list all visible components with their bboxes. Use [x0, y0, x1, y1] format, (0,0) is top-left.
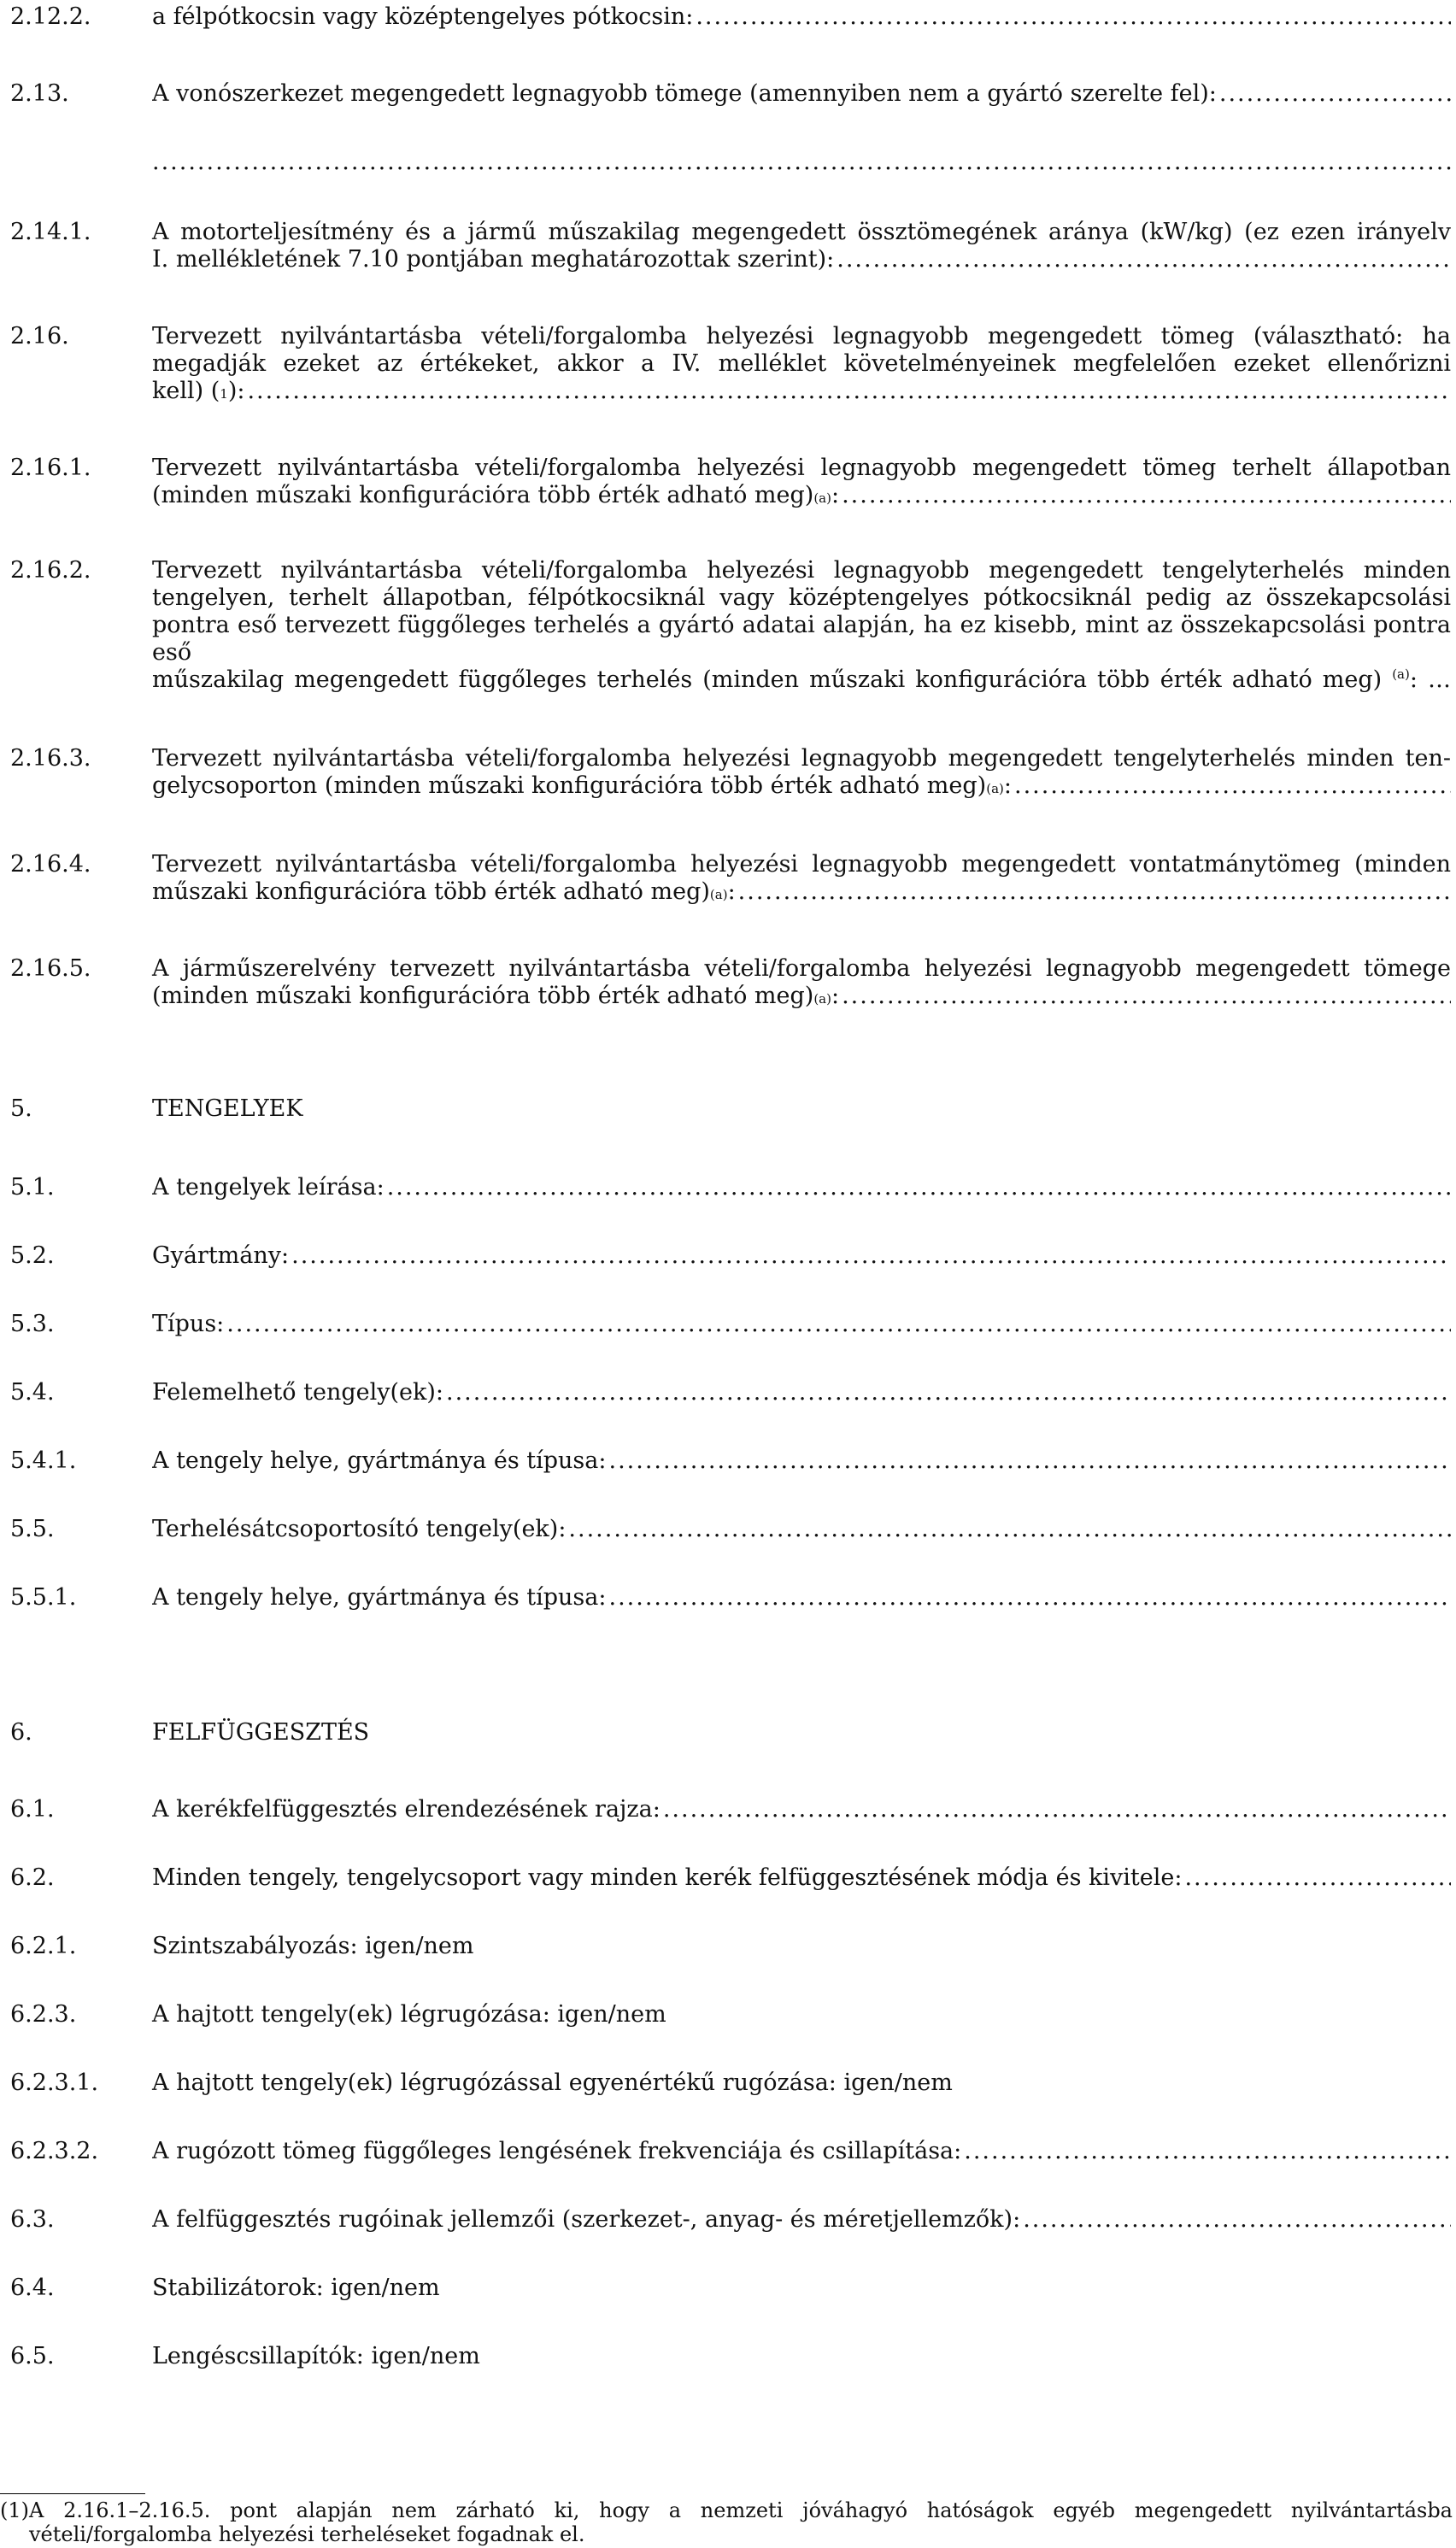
item-2-16-1: 2.16.1. Tervezett nyilvántartásba vételi/forgalomba helyezési legnagyobb megengedett tömeg terhelt állapotban (minden műszaki konfigurációra több érték adható meg) (a) : .....	[10, 455, 1454, 509]
item-text: Terhelésátcsoportosító tengely(ek):	[152, 1516, 567, 1542]
item-5-5-1	[10, 1584, 1454, 1612]
item-tail-end: :	[831, 482, 840, 508]
item-text: A rugózott tömeg függőleges lengésének frekvenciája és csillapítása:	[152, 2138, 962, 2164]
item-6-2-1	[10, 1933, 1454, 1960]
item-text: Felemelhető tengely(ek):	[152, 1379, 443, 1406]
dot-leader	[608, 1447, 1451, 1475]
item-tail: kell) (	[152, 378, 220, 404]
item-lead: Tervezett nyilvántartásba vételi/forgalomba helyezési legnagyobb megengedett tömeg terhelt állapotban	[152, 455, 1451, 481]
dot-leader	[663, 1796, 1451, 1823]
footnote-ref: (a)	[1392, 666, 1410, 682]
item-text: A tengely helye, gyártmánya és típusa:	[152, 1584, 607, 1611]
footnote-divider	[0, 2493, 145, 2494]
item-5-2	[10, 1242, 1454, 1270]
item-text: A tengely helye, gyártmánya és típusa:	[152, 1447, 607, 1474]
dot-leader	[608, 1584, 1451, 1612]
item-tail: I. mellékletének 7.10 pontjában meghatározottak szerint):	[152, 246, 835, 273]
item-lead: Tervezett nyilvántartásba vételi/forgalomba helyezési legnagyobb megengedett tengelyterhelés minden ten-	[152, 745, 1451, 772]
item-2-14-1	[10, 219, 1454, 273]
item-6-2-3-2	[10, 2138, 1454, 2165]
item-number: 5.1.	[10, 1174, 55, 1201]
item-number: 2.14.1.	[10, 219, 91, 245]
item-tail: műszakilag megengedett függőleges terhelés (minden műszaki konfigurációra több érték adható meg)	[152, 666, 1393, 693]
footnote	[0, 2498, 1453, 2546]
dot-leader	[696, 3, 1451, 31]
item-number: 5.5.1.	[10, 1584, 77, 1611]
item-6-4	[10, 2275, 1454, 2302]
section-heading-5	[10, 1095, 1454, 1123]
item-number: 5.4.	[10, 1379, 55, 1406]
item-number: 6.2.3.	[10, 2001, 77, 2028]
item-2-13	[10, 80, 1454, 108]
item-text: Szintszabályozás: igen/nem	[152, 1933, 474, 1959]
item-5-1	[10, 1174, 1454, 1201]
item-tail-end: :	[831, 983, 840, 1009]
item-5-5	[10, 1516, 1454, 1543]
item-number: 6.2.3.1.	[10, 2070, 99, 2096]
item-2-16-2	[10, 557, 1454, 694]
item-text: A hajtott tengely(ek) légrugózással egyenértékű rugózása: igen/nem	[152, 2070, 953, 2096]
item-number: 6.3.	[10, 2206, 55, 2233]
dot-leader	[842, 983, 1451, 1010]
section-number: 5.	[10, 1095, 32, 1122]
item-number: 6.1.	[10, 1796, 55, 1823]
item-text: Típus:	[152, 1311, 225, 1337]
item-text: Lengéscsillapítók: igen/nem	[152, 2343, 480, 2369]
item-number: 2.12.2.	[10, 3, 91, 30]
item-tail-end: :	[1003, 772, 1012, 799]
dot-leader	[738, 878, 1451, 906]
item-2-16-3: 2.16.3. Tervezett nyilvántartásba vételi/forgalomba helyezési legnagyobb megengedett tengelyterhelés minden ten- gelycsoporton (minden műszaki konfigurációra több érték adható meg) (a) : .....	[10, 745, 1454, 800]
item-text: A felfüggesztés rugóinak jellemzői (szerkezet-, anyag- és méretjellemzők):	[152, 2206, 1021, 2233]
item-text: A tengelyek leírása:	[152, 1174, 385, 1201]
item-number: 2.16.	[10, 323, 69, 349]
item-5-4-1	[10, 1447, 1454, 1475]
dot-leader	[964, 2138, 1451, 2165]
item-text: A kerékfelfüggesztés elrendezésének rajza:	[152, 1796, 660, 1823]
item-number: 6.4.	[10, 2275, 55, 2301]
section-title: TENGELYEK	[152, 1095, 303, 1122]
item-6-5	[10, 2343, 1454, 2370]
item-6-1	[10, 1796, 1454, 1823]
dot-leader	[1184, 1864, 1451, 1892]
dot-leader	[1014, 772, 1451, 800]
dot-leader	[837, 246, 1451, 273]
dot-leader	[226, 1311, 1451, 1338]
item-text: a félpótkocsin vagy középtengelyes pótkocsin:	[152, 3, 694, 30]
item-number: 6.2.1.	[10, 1933, 77, 1959]
item-tail: (minden műszaki konfigurációra több érték adható meg)	[152, 482, 814, 508]
item-text: A vonószerkezet megengedett legnagyobb tömege (amennyiben nem a gyártó szerelte fel):	[152, 80, 1217, 107]
item-2-16-4: 2.16.4. Tervezett nyilvántartásba vételi/forgalomba helyezési legnagyobb megengedett vontatmánytömeg (minden műszaki konfigurációra több érték adható meg) (a) : .....	[10, 851, 1454, 906]
item-number: 2.13.	[10, 80, 69, 107]
dot-leader	[1023, 2206, 1451, 2234]
item-lead: Tervezett nyilvántartásba vételi/forgalomba helyezési legnagyobb megengedett tömeg (választható: ha megadják ezeket az értékeket, akkor a IV. melléklet követelményeinek megfelelően ezeket ellenőrizni	[152, 323, 1451, 377]
item-tail: (minden műszaki konfigurációra több érték adható meg)	[152, 983, 814, 1009]
item-5-4	[10, 1379, 1454, 1406]
item-number: 6.2.	[10, 1864, 55, 1891]
item-2-16-5: 2.16.5. A járműszerelvény tervezett nyilvántartásba vételi/forgalomba helyezési legnagyobb megengedett tömege (minden műszaki konfigurációra több érték adható meg) (a) : .....	[10, 955, 1454, 1010]
dot-leader-continuation	[152, 149, 1451, 176]
item-6-2-3	[10, 2001, 1454, 2028]
item-tail-end: : …	[1409, 666, 1451, 693]
item-tail-end: :	[727, 878, 736, 905]
item-number: 2.16.5.	[10, 955, 91, 982]
item-text: Stabilizátorok: igen/nem	[152, 2275, 440, 2301]
dot-leader	[1219, 80, 1451, 108]
dot-leader	[842, 482, 1451, 509]
item-number: 2.16.1.	[10, 455, 91, 481]
dot-leader	[247, 378, 1451, 405]
item-text: Minden tengely, tengelycsoport vagy minden kerék felfüggesztésének módja és kivitele:	[152, 1864, 1183, 1891]
item-number: 5.3.	[10, 1311, 55, 1337]
item-text: A hajtott tengely(ek) légrugózása: igen/nem	[152, 2001, 666, 2028]
dot-leader	[568, 1516, 1451, 1543]
dot-leader	[387, 1174, 1451, 1201]
item-lead: Tervezett nyilvántartásba vételi/forgalomba helyezési legnagyobb megengedett tengelyterhelés minden tengelyen, terhelt állapotban, félpótkocsiknál vagy középtengelyes pótkocsiknál pedig az összekapcsolási pontra eső tervezett függőleges terhelés a gyártó adatai alapján, ha ez kisebb, mint az összekapcsolási pontra eső	[152, 557, 1451, 666]
item-5-3	[10, 1311, 1454, 1338]
footnote-text: A 2.16.1–2.16.5. pont alapján nem zárható ki, hogy a nemzeti jóváhagyó hatóságok egyéb megengedett nyilvántartásba vételi/forgalomba helyezési terheléseket fogadnak el.	[29, 2498, 1453, 2546]
item-6-2-3-1	[10, 2070, 1454, 2097]
item-number: 5.2.	[10, 1242, 55, 1269]
item-lead: Tervezett nyilvántartásba vételi/forgalomba helyezési legnagyobb megengedett vontatmánytömeg (minden	[152, 851, 1451, 878]
item-text: Gyártmány:	[152, 1242, 290, 1269]
dot-leader	[291, 1242, 1451, 1270]
item-number: 6.2.3.2.	[10, 2138, 99, 2164]
section-title: FELFÜGGESZTÉS	[152, 1719, 370, 1746]
item-number: 5.4.1.	[10, 1447, 77, 1474]
item-lead: A motorteljesítmény és a jármű műszakilag megengedett össztömegének aránya (kW/kg) (ez ezen irányelv	[152, 219, 1451, 245]
item-lead: A járműszerelvény tervezett nyilvántartásba vételi/forgalomba helyezési legnagyobb megengedett tömege	[152, 955, 1451, 982]
item-number: 6.5.	[10, 2343, 55, 2369]
item-number: 2.16.2.	[10, 557, 91, 584]
item-6-2	[10, 1864, 1454, 1892]
item-number: 2.16.3.	[10, 745, 91, 772]
item-tail: gelycsoporton (minden műszaki konfigurációra több érték adható meg)	[152, 772, 987, 799]
dot-leader	[446, 1379, 1451, 1406]
item-2-12-2	[10, 3, 1454, 31]
item-tail-end: ):	[227, 378, 245, 404]
item-6-3	[10, 2206, 1454, 2234]
item-2-16: 2.16. Tervezett nyilvántartásba vételi/forgalomba helyezési legnagyobb megengedett tömeg (választható: ha megadják ezeket az értékeket, akkor a IV. melléklet követelményeinek megfelelően ezeket ellenőrizni kell) ( 1 ): .....	[10, 323, 1454, 405]
item-number: 5.5.	[10, 1516, 55, 1542]
item-tail: műszaki konfigurációra több érték adható meg)	[152, 878, 710, 905]
footnote-mark: (1)	[0, 2498, 29, 2522]
section-heading-6	[10, 1719, 1454, 1747]
section-number: 6.	[10, 1719, 32, 1746]
item-number: 2.16.4.	[10, 851, 91, 878]
